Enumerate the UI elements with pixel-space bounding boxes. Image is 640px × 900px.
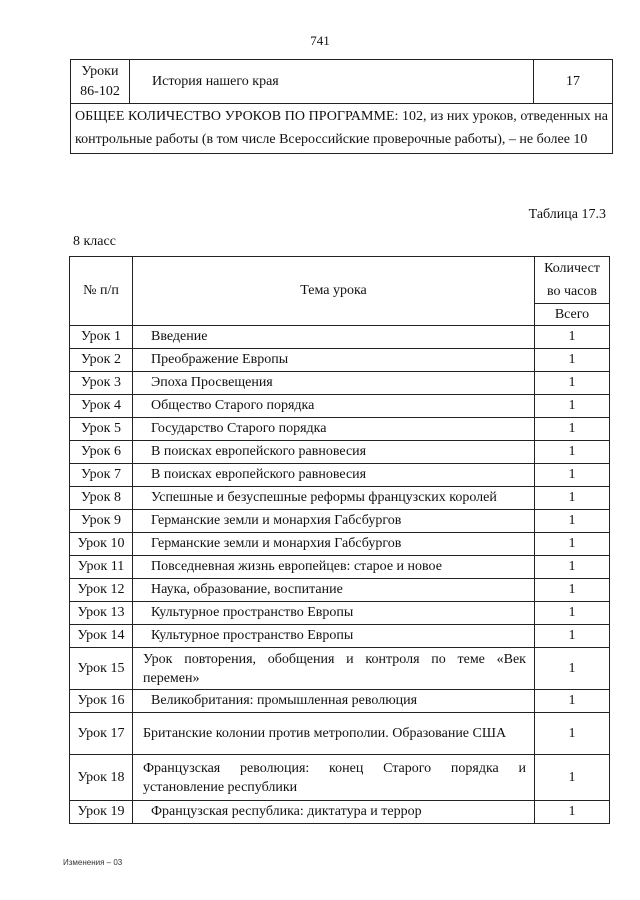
lesson-number: Урок 9	[70, 510, 133, 533]
lesson-topic: Эпоха Просвещения	[133, 372, 535, 395]
lesson-hours: 1	[535, 713, 610, 755]
lesson-topic: Великобритания: промышленная революция	[133, 690, 535, 713]
table-row	[70, 625, 610, 648]
table-row	[70, 690, 610, 713]
lesson-hours: 1	[535, 579, 610, 602]
lesson-number: Урок 6	[70, 441, 133, 464]
table-row	[70, 648, 610, 690]
table-row	[70, 755, 610, 801]
lesson-hours: 1	[535, 556, 610, 579]
lesson-number: Урок 13	[70, 602, 133, 625]
lesson-number: Урок 14	[70, 625, 133, 648]
lesson-topic: Урок повторения, обобщения и контроля по теме «Век перемен»	[133, 648, 535, 690]
table-row	[70, 441, 610, 464]
header-hours-total: Всего	[535, 304, 610, 326]
lesson-number: Урок 8	[70, 487, 133, 510]
lesson-topic: В поисках европейского равновесия	[133, 464, 535, 487]
lesson-topic: Германские земли и монархия Габсбургов	[133, 510, 535, 533]
header-row	[70, 257, 610, 304]
lesson-topic: Культурное пространство Европы	[133, 602, 535, 625]
lesson-number: Урок 2	[70, 349, 133, 372]
lesson-hours: 1	[535, 690, 610, 713]
footer-revision: Изменения – 03	[63, 858, 123, 867]
table-row	[70, 579, 610, 602]
lesson-hours: 1	[535, 755, 610, 801]
lesson-topic: Французская революция: конец Старого порядка и установление республики	[133, 755, 535, 801]
header-number: № п/п	[70, 257, 133, 326]
page-number: 741	[310, 33, 330, 48]
lesson-hours: 1	[535, 326, 610, 349]
table-row	[70, 602, 610, 625]
summary-row	[71, 104, 613, 154]
header-hours: Количест во часов	[535, 257, 610, 304]
lesson-number: Урок 15	[70, 648, 133, 690]
lesson-number: Урок 7	[70, 464, 133, 487]
lesson-hours: 1	[535, 441, 610, 464]
lesson-topic: Введение	[133, 326, 535, 349]
lesson-topic: Наука, образование, воспитание	[133, 579, 535, 602]
lesson-cell: Уроки 86-102	[71, 60, 130, 104]
table-row	[70, 395, 610, 418]
lesson-hours: 1	[535, 602, 610, 625]
lesson-hours: 1	[535, 801, 610, 824]
lesson-topic: Культурное пространство Европы	[133, 625, 535, 648]
lesson-topic: Государство Старого порядка	[133, 418, 535, 441]
lesson-topic: Французская республика: диктатура и террор	[133, 801, 535, 824]
lesson-topic: Германские земли и монархия Габсбургов	[133, 533, 535, 556]
table-row	[70, 418, 610, 441]
table-row	[70, 510, 610, 533]
lesson-number: Урок 10	[70, 533, 133, 556]
lesson-hours: 1	[535, 625, 610, 648]
hours-cell: 17	[534, 60, 613, 104]
lesson-topic: Британские колонии против метрополии. Образование США	[133, 713, 535, 755]
lesson-number: Урок 12	[70, 579, 133, 602]
previous-grade-table-end	[70, 59, 613, 154]
lesson-hours: 1	[535, 510, 610, 533]
lesson-hours: 1	[535, 349, 610, 372]
lesson-number: Урок 1	[70, 326, 133, 349]
lesson-number: Урок 17	[70, 713, 133, 755]
lesson-number: Урок 18	[70, 755, 133, 801]
table-row	[70, 556, 610, 579]
header-topic: Тема урока	[133, 257, 535, 326]
lesson-hours: 1	[535, 533, 610, 556]
table-row	[70, 372, 610, 395]
lesson-hours: 1	[535, 487, 610, 510]
lesson-number: Урок 11	[70, 556, 133, 579]
class-label: 8 класс	[73, 234, 116, 249]
table-row	[70, 349, 610, 372]
table-row	[70, 487, 610, 510]
topic-cell: История нашего края	[130, 60, 534, 104]
lesson-number: Урок 4	[70, 395, 133, 418]
table-row	[70, 464, 610, 487]
lesson-number: Урок 19	[70, 801, 133, 824]
lesson-rows	[70, 326, 610, 824]
table-row	[70, 713, 610, 755]
lesson-hours: 1	[535, 418, 610, 441]
table-row	[70, 533, 610, 556]
lesson-topic: Успешные и безуспешные реформы французских королей	[133, 487, 535, 510]
lesson-hours: 1	[535, 464, 610, 487]
program-summary: ОБЩЕЕ КОЛИЧЕСТВО УРОКОВ ПО ПРОГРАММЕ: 102, из них уроков, отведенных на контрольные работы (в том числе Всероссийские проверочные работы), – не более 10	[71, 104, 613, 154]
lesson-number: Урок 5	[70, 418, 133, 441]
lesson-number: Урок 3	[70, 372, 133, 395]
lesson-plan-table	[69, 256, 610, 824]
table-row	[71, 60, 613, 104]
lesson-topic: Общество Старого порядка	[133, 395, 535, 418]
lesson-number: Урок 16	[70, 690, 133, 713]
lesson-hours: 1	[535, 395, 610, 418]
table-row	[70, 326, 610, 349]
lesson-hours: 1	[535, 648, 610, 690]
table-caption: Таблица 17.3	[528, 207, 606, 222]
lesson-topic: Повседневная жизнь европейцев: старое и новое	[133, 556, 535, 579]
lesson-hours: 1	[535, 372, 610, 395]
lesson-topic: В поисках европейского равновесия	[133, 441, 535, 464]
lesson-topic: Преображение Европы	[133, 349, 535, 372]
table-row	[70, 801, 610, 824]
